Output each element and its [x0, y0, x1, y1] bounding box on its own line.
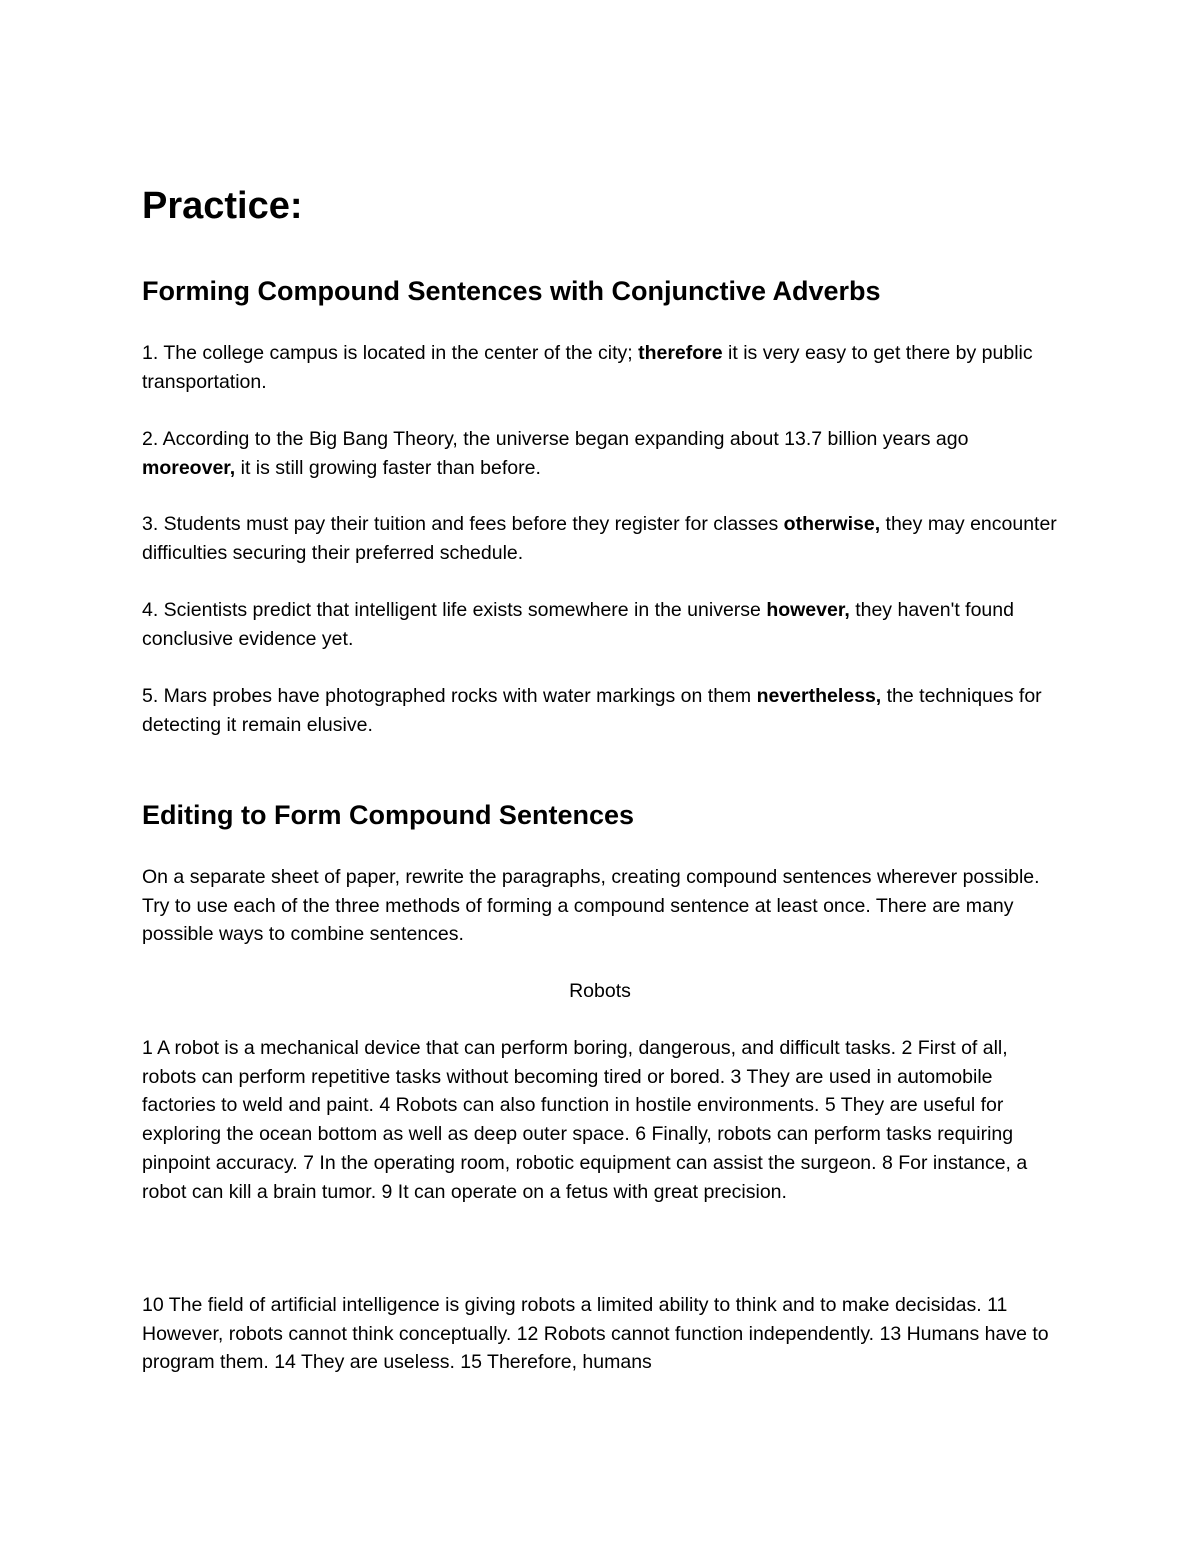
bold-conjunctive-adverb: moreover, — [142, 456, 236, 479]
page-title: Practice: — [142, 185, 303, 227]
section-heading-conjunctive-adverbs: Forming Compound Sentences with Conjunctive Adverbs — [142, 276, 881, 306]
editing-instructions: On a separate sheet of paper, rewrite the paragraphs, creating compound sentences wherever possible. Try to use each of the three methods of forming a compound sentence at least once. There are many possible ways to combine sentences. — [142, 866, 1040, 946]
practice-item-3: 3. Students must pay their tuition and fees before they register for classes otherwise, they may encounter difficulties securing their preferred schedule. — [142, 513, 1057, 564]
practice-item-1: 1. The college campus is located in the center of the city; therefore it is very easy to get there by public transportation. — [142, 342, 1033, 393]
practice-item-2: 2. According to the Big Bang Theory, the universe began expanding about 13.7 billion years ago moreover, it is still growing faster than before. — [142, 428, 969, 479]
practice-item-4: 4. Scientists predict that intelligent life exists somewhere in the universe however, they haven't found conclusive evidence yet. — [142, 599, 1014, 650]
passage-paragraph-1: 1 A robot is a mechanical device that can perform boring, dangerous, and difficult tasks. 2 First of all, robots can perform repetitive tasks without becoming tired or bored. 3 They are used in automobile factories to weld and paint. 4 Robots can also function in hostile environments. 5 They are useful for exploring the ocean bottom as well as deep outer space. 6 Finally, robots can perform tasks requiring pinpoint accuracy. 7 In the operating room, robotic equipment can assist the surgeon. 8 For instance, a robot can kill a brain tumor. 9 It can operate on a fetus with great precision. — [142, 1037, 1028, 1203]
passage-paragraph-2: 10 The field of artificial intelligence is giving robots a limited ability to think and to make decisidas. 11 However, robots cannot think conceptually. 12 Robots cannot function independently. 13 Humans have to program them. 14 They are useless. 15 Therefore, humans — [142, 1294, 1049, 1374]
bold-conjunctive-adverb: nevertheless, — [756, 685, 882, 707]
section-heading-editing: Editing to Form Compound Sentences — [142, 800, 634, 830]
passage-title: Robots — [569, 980, 631, 1002]
practice-item-5: 5. Mars probes have photographed rocks with water markings on them nevertheless, the techniques for detecting it remain elusive. — [142, 685, 1042, 736]
bold-conjunctive-adverb: however, — [766, 599, 850, 621]
bold-conjunctive-adverb: therefore — [638, 342, 723, 364]
bold-conjunctive-adverb: otherwise, — [783, 513, 881, 535]
